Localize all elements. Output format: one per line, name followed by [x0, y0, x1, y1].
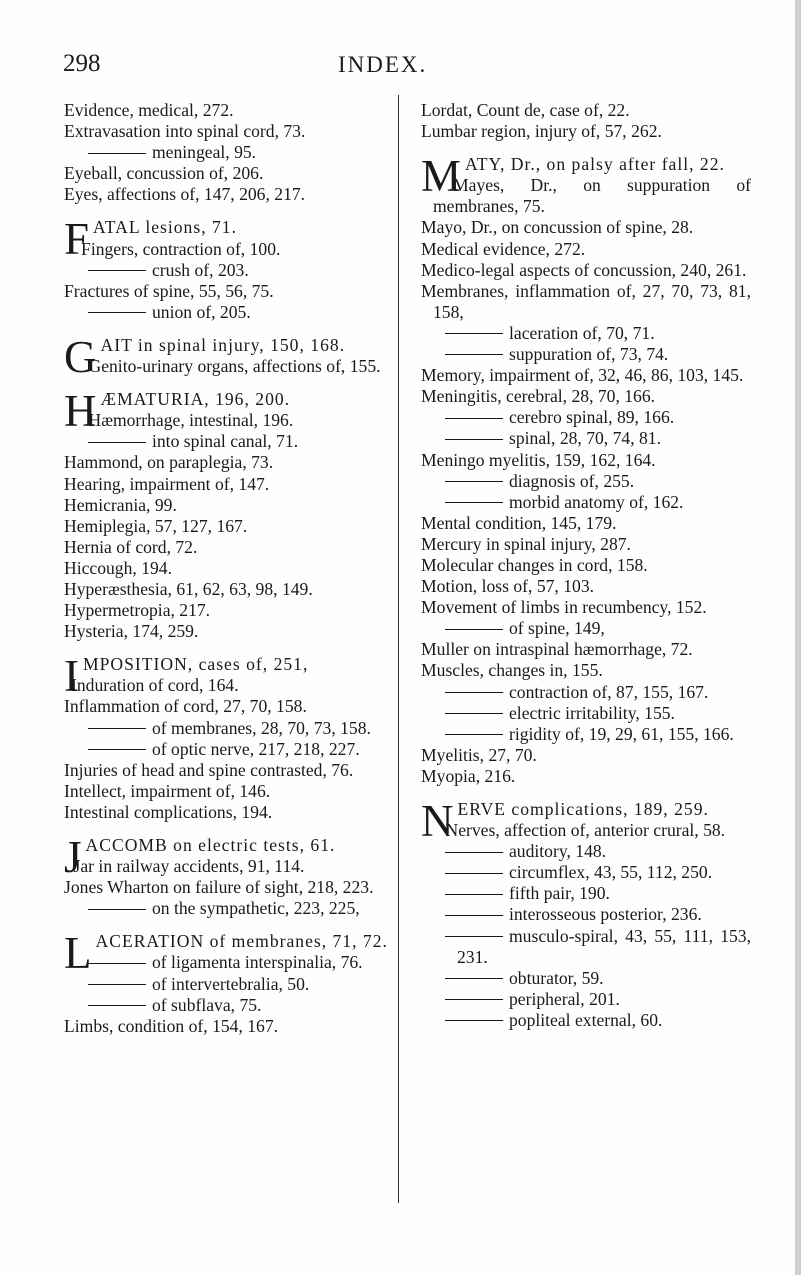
lead-text: ACCOMB on electric tests, 61.	[85, 835, 336, 855]
ditto-dash	[445, 999, 503, 1000]
index-entry	[421, 281, 751, 323]
index-subentry	[421, 428, 751, 449]
index-subentry	[421, 724, 751, 745]
ditto-dash	[445, 354, 503, 355]
drop-cap: F	[64, 214, 90, 265]
entry-text: Membranes, inflammation of, 27, 70, 73, 81, 158,	[421, 280, 751, 322]
lead-text: MPOSITION, cases of, 251,	[83, 654, 309, 675]
entry-text: Eyes, affections of, 147, 206, 217.	[64, 184, 306, 205]
ditto-dash	[88, 442, 146, 443]
entry-text: Myopia, 216.	[421, 765, 516, 786]
index-subentry	[421, 883, 751, 904]
drop-cap: N	[421, 796, 454, 846]
ditto-dash	[445, 481, 503, 482]
index-section	[421, 796, 751, 1031]
entry-text: Mayo, Dr., on concussion of spine, 28.	[421, 217, 694, 238]
entry-text: Medical evidence, 272.	[421, 238, 586, 259]
entry-text: laceration of, 70, 71.	[509, 322, 655, 343]
ditto-dash	[445, 502, 503, 503]
index-column-left	[64, 100, 394, 1037]
entry-text: Hearing, impairment of, 147.	[64, 473, 270, 494]
entry-text: suppuration of, 73, 74.	[509, 344, 669, 365]
page-title: INDEX.	[338, 52, 428, 77]
entry-text: Meningo myelitis, 159, 162, 164.	[421, 449, 656, 470]
ditto-dash	[88, 749, 146, 750]
ditto-dash	[88, 984, 146, 985]
index-entry	[421, 217, 751, 238]
entry-text: of intervertebralia, 50.	[152, 973, 310, 994]
entry-text: Lumbar region, injury of, 57, 262.	[421, 121, 662, 142]
entry-text: Hyperæsthesia, 61, 62, 63, 98, 149.	[64, 578, 313, 599]
index-section	[421, 151, 751, 787]
entry-text: peripheral, 201.	[509, 988, 620, 1009]
index-subentry	[421, 989, 751, 1010]
index-entry	[64, 281, 394, 302]
entry-text: Fractures of spine, 55, 56, 75.	[64, 280, 274, 301]
index-entry	[64, 410, 394, 431]
entry-text: contraction of, 87, 155, 167.	[509, 681, 709, 702]
page-number: 298	[63, 50, 101, 77]
index-subentry	[421, 344, 751, 365]
entry-text: Hypermetropia, 217.	[64, 600, 211, 621]
entry-text: Hiccough, 194.	[64, 557, 172, 578]
entry-text: Medico-legal aspects of concussion, 240, 261.	[421, 259, 747, 280]
index-entry	[421, 534, 751, 555]
index-section	[64, 386, 394, 642]
ditto-dash	[445, 852, 503, 853]
drop-cap: L	[64, 928, 92, 979]
index-section	[64, 928, 394, 1036]
ditto-dash	[445, 915, 503, 916]
ditto-dash	[88, 728, 146, 729]
index-section	[64, 651, 394, 823]
index-entry	[64, 760, 394, 781]
entry-text: Hernia of cord, 72.	[64, 536, 198, 557]
entry-text: of ligamenta interspinalia, 76.	[152, 952, 363, 973]
drop-cap: M	[421, 151, 462, 202]
entry-text: Hemicrania, 99.	[64, 494, 177, 515]
index-subentry	[421, 471, 751, 492]
entry-text: Hammond, on paraplegia, 73.	[64, 452, 274, 473]
entry-text: Motion, loss of, 57, 103.	[421, 576, 595, 597]
entry-text: fifth pair, 190.	[509, 883, 610, 904]
lead-text: ATY, Dr., on palsy after fall, 22.	[465, 154, 725, 175]
index-entry	[64, 100, 394, 121]
index-subentry	[64, 302, 394, 323]
entry-text: Lordat, Count de, case of, 22.	[421, 100, 630, 120]
index-subentry	[64, 952, 394, 973]
index-section	[64, 214, 394, 322]
index-entry	[64, 579, 394, 600]
ditto-dash	[445, 692, 503, 693]
entry-text: Mercury in spinal injury, 287.	[421, 533, 631, 554]
ditto-dash	[88, 909, 146, 910]
entry-text: of spine, 149,	[509, 618, 605, 639]
entry-text: Jar in railway accidents, 91, 114.	[73, 856, 305, 877]
index-subentry	[421, 618, 751, 639]
drop-cap: G	[64, 331, 97, 382]
ditto-dash	[88, 153, 146, 154]
index-entry	[64, 802, 394, 823]
entry-text: Evidence, medical, 272.	[64, 100, 234, 120]
entry-text: of subflava, 75.	[152, 994, 262, 1015]
index-entry	[64, 558, 394, 579]
entry-text: Muscles, changes in, 155.	[421, 660, 603, 681]
entry-text: popliteal external, 60.	[509, 1009, 663, 1030]
index-subentry	[64, 739, 394, 760]
index-subentry	[64, 898, 394, 919]
index-subentry	[421, 492, 751, 513]
index-entry	[421, 639, 751, 660]
ditto-dash	[445, 333, 503, 334]
index-entry	[64, 600, 394, 621]
entry-text: into spinal canal, 71.	[152, 431, 299, 452]
index-entry	[64, 239, 394, 260]
entry-text: circumflex, 43, 55, 112, 250.	[509, 862, 713, 883]
drop-cap: I	[64, 651, 79, 702]
entry-text: Molecular changes in cord, 158.	[421, 554, 648, 575]
index-entry	[421, 597, 751, 618]
lead-text: ATAL lesions, 71.	[93, 217, 237, 238]
index-entry	[421, 100, 751, 121]
entry-text: meningeal, 95.	[152, 142, 257, 163]
entry-text: electric irritability, 155.	[509, 702, 675, 723]
ditto-dash	[445, 978, 503, 979]
index-subentry	[64, 974, 394, 995]
entry-text: Injuries of head and spine contrasted, 76.	[64, 759, 354, 780]
entry-text: Inflammation of cord, 27, 70, 158.	[64, 696, 307, 717]
index-entry	[64, 356, 394, 377]
entry-text: Hemiplegia, 57, 127, 167.	[64, 515, 248, 536]
entry-text: rigidity of, 19, 29, 61, 155, 166.	[509, 723, 734, 744]
entry-text: Intellect, impairment of, 146.	[64, 780, 271, 801]
ditto-dash	[445, 1020, 503, 1021]
entry-text: crush of, 203.	[152, 259, 249, 280]
ditto-dash	[445, 734, 503, 735]
index-entry	[421, 576, 751, 597]
entry-text: Jones Wharton on failure of sight, 218, 223.	[64, 877, 374, 898]
ditto-dash	[445, 418, 503, 419]
entry-text: Muller on intraspinal hæmorrhage, 72.	[421, 639, 693, 660]
page-header	[0, 50, 801, 80]
entry-text: interosseous posterior, 236.	[509, 904, 702, 925]
index-subentry	[421, 703, 751, 724]
entry-text: Memory, impairment of, 32, 46, 86, 103, 145.	[421, 365, 744, 386]
ditto-dash	[88, 963, 146, 964]
ditto-dash	[445, 713, 503, 714]
index-entry	[64, 163, 394, 184]
entry-text: Fingers, contraction of, 100.	[81, 238, 281, 259]
index-entry	[421, 555, 751, 576]
ditto-dash	[445, 629, 503, 630]
index-subentry	[64, 718, 394, 739]
ditto-dash	[445, 936, 503, 937]
lead-text: AIT in spinal injury, 150, 168.	[100, 334, 346, 355]
index-entry	[421, 175, 751, 217]
entry-text: Hysteria, 174, 259.	[64, 621, 199, 642]
index-entry	[64, 184, 394, 205]
entry-text: union of, 205.	[152, 301, 251, 322]
entry-text: Eyeball, concussion of, 206.	[64, 163, 264, 184]
entry-text: Hæmorrhage, intestinal, 196.	[88, 410, 294, 431]
ditto-dash	[88, 1005, 146, 1006]
index-entry	[64, 696, 394, 717]
index-entry	[421, 745, 751, 766]
entry-text: of membranes, 28, 70, 73, 158.	[152, 717, 371, 738]
ditto-dash	[445, 894, 503, 895]
index-subentry	[421, 862, 751, 883]
entry-text: Induration of cord, 164.	[71, 675, 239, 696]
entry-text: on the sympathetic, 223, 225,	[152, 898, 360, 919]
entry-text: diagnosis of, 255.	[509, 470, 635, 491]
index-section	[64, 331, 394, 382]
entry-text: Extravasation into spinal cord, 73.	[64, 121, 306, 142]
index-entry	[421, 121, 751, 142]
entry-text: Genito-urinary organs, affections of, 155.	[88, 356, 381, 377]
entry-text: Limbs, condition of, 154, 167.	[64, 1015, 279, 1036]
index-subentry	[64, 995, 394, 1016]
index-entry	[421, 365, 751, 386]
entry-text: obturator, 59.	[509, 967, 604, 988]
entry-text: Mayes, Dr., on suppuration of membranes, 75.	[433, 175, 751, 217]
index-section	[421, 100, 751, 142]
index-entry	[64, 1016, 394, 1037]
index-entry	[421, 766, 751, 787]
index-entry	[64, 856, 394, 877]
index-entry	[421, 660, 751, 681]
drop-cap: H	[64, 386, 97, 437]
entry-text: Movement of limbs in recumbency, 152.	[421, 597, 707, 618]
index-column-right	[421, 100, 751, 1031]
index-entry	[64, 781, 394, 802]
index-entry	[64, 495, 394, 516]
page-edge	[795, 0, 801, 1275]
index-entry	[421, 820, 751, 841]
entry-text: musculo-spiral, 43, 55, 111, 153, 231.	[457, 925, 751, 967]
index-subentry	[421, 1010, 751, 1031]
index-subentry	[421, 968, 751, 989]
entry-text: cerebro spinal, 89, 166.	[509, 407, 675, 428]
index-subentry	[64, 431, 394, 452]
index-entry	[421, 513, 751, 534]
lead-text: ÆMATURIA, 196, 200.	[100, 389, 291, 410]
entry-text: Myelitis, 27, 70.	[421, 744, 537, 765]
entry-text: Nerves, affection of, anterior crural, 58.	[445, 820, 726, 841]
entry-text: morbid anatomy of, 162.	[509, 491, 684, 512]
index-entry	[421, 260, 751, 281]
ditto-dash	[445, 439, 503, 440]
index-entry	[64, 516, 394, 537]
index-subentry	[421, 926, 751, 968]
column-divider	[398, 95, 399, 1203]
ditto-dash	[445, 873, 503, 874]
index-entry	[64, 474, 394, 495]
index-entry	[64, 537, 394, 558]
index-subentry	[421, 323, 751, 344]
index-entry	[421, 239, 751, 260]
index-subentry	[421, 841, 751, 862]
ditto-dash	[88, 270, 146, 271]
lead-text: ACERATION of membranes, 71, 72.	[95, 931, 388, 952]
index-section	[64, 832, 394, 919]
entry-text: Mental condition, 145, 179.	[421, 512, 617, 533]
index-entry	[64, 675, 394, 696]
index-entry	[421, 386, 751, 407]
index-entry	[64, 452, 394, 473]
entry-text: of optic nerve, 217, 218, 227.	[152, 738, 360, 759]
ditto-dash	[88, 312, 146, 313]
index-section	[64, 100, 394, 205]
index-subentry	[64, 142, 394, 163]
index-entry	[64, 621, 394, 642]
index-entry	[421, 450, 751, 471]
index-subentry	[421, 407, 751, 428]
index-subentry	[64, 260, 394, 281]
index-subentry	[421, 682, 751, 703]
entry-text: spinal, 28, 70, 74, 81.	[509, 428, 661, 449]
entry-text: Meningitis, cerebral, 28, 70, 166.	[421, 386, 656, 407]
lead-text: ERVE complications, 189, 259.	[457, 799, 709, 819]
entry-text: Intestinal complications, 194.	[64, 801, 273, 822]
index-entry	[64, 877, 394, 898]
drop-cap: J	[64, 832, 82, 882]
index-entry	[64, 121, 394, 142]
entry-text: auditory, 148.	[509, 841, 607, 862]
index-subentry	[421, 904, 751, 925]
